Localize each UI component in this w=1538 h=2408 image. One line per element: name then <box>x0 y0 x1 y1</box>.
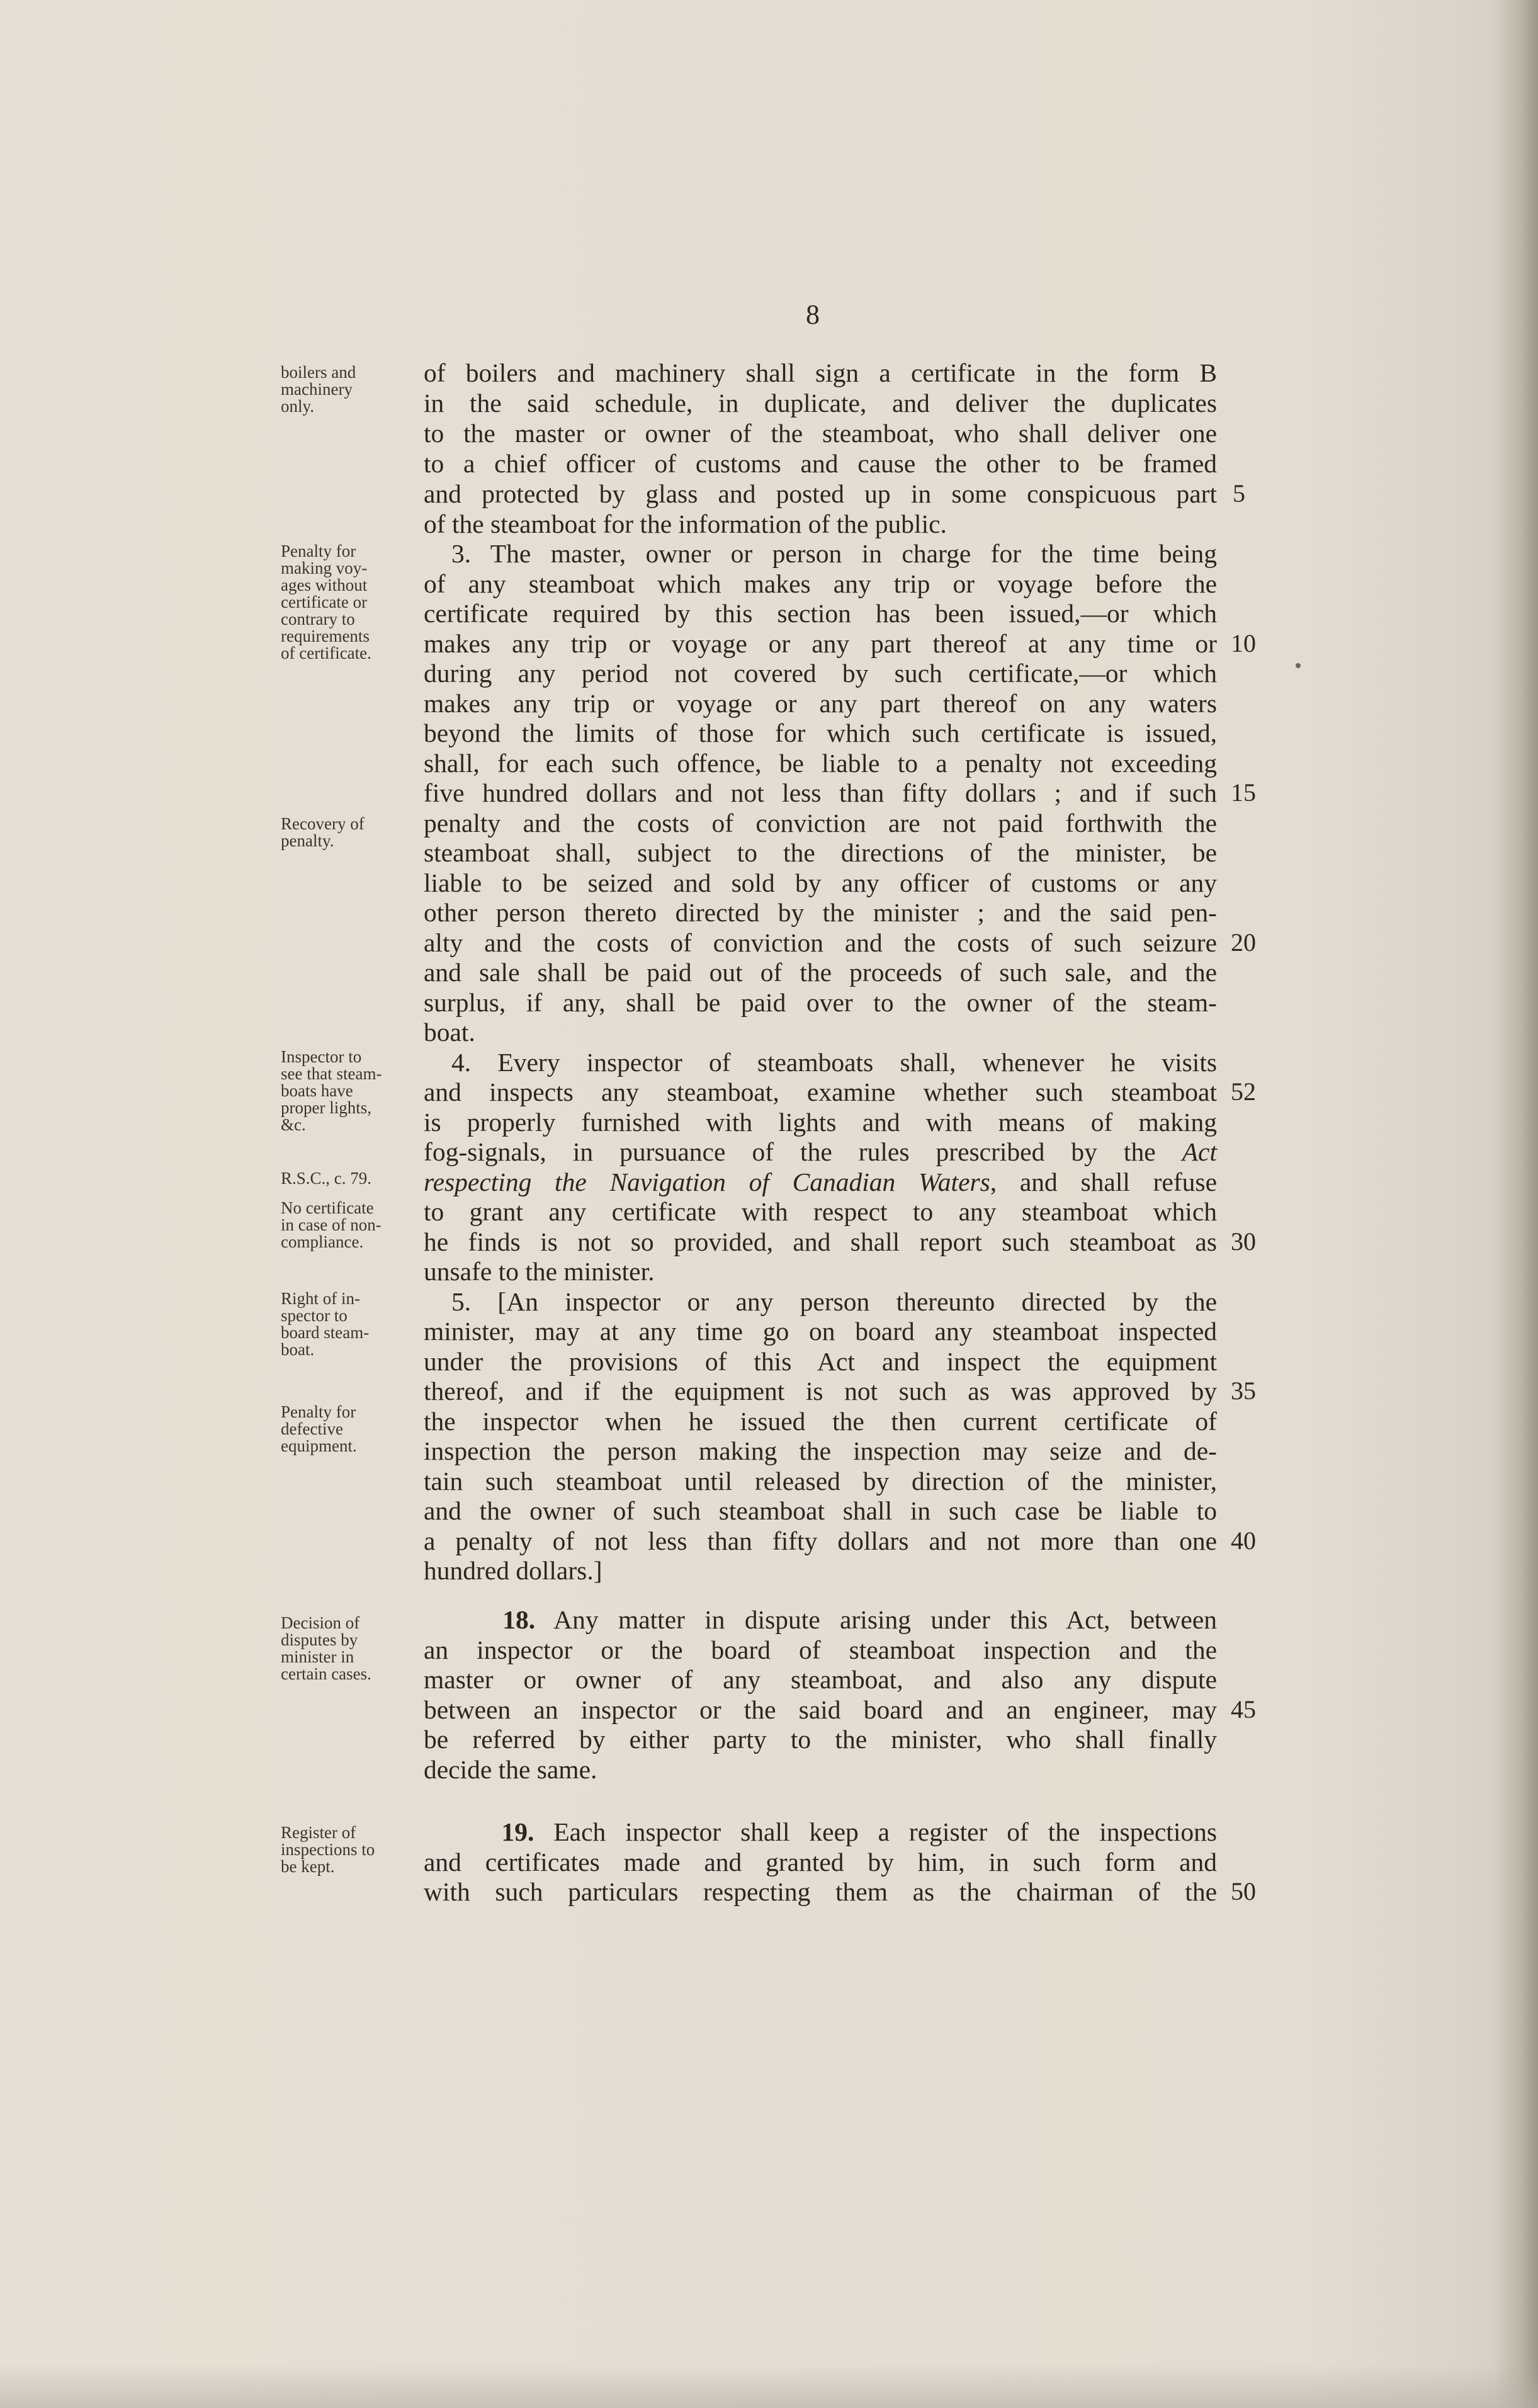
text-line: makes any trip or voyage or any part thereof at any time or <box>424 629 1217 658</box>
text-line: shall, for each such offence, be liable to a penalty not exceeding <box>424 749 1217 778</box>
text-line: the inspector when he issued the then current certificate of <box>424 1407 1217 1436</box>
text-line: and inspects any steamboat, examine whether such steamboat <box>424 1077 1217 1106</box>
margin-note: No certificate in case of non- compliance. <box>281 1198 382 1251</box>
page-shadow-edge <box>1494 0 1538 2408</box>
line-number: 5 <box>1233 479 1245 508</box>
text-line: unsafe to the minister. <box>424 1257 655 1286</box>
text-line: and certificates made and granted by him, in such form and <box>424 1848 1217 1877</box>
text-line: and protected by glass and posted up in some conspicuous part <box>424 479 1217 508</box>
text-line: thereof, and if the equipment is not such as was approved by <box>424 1377 1217 1406</box>
text-line: and sale shall be paid out of the proceeds of such sale, and the <box>424 958 1217 987</box>
text-line: decide the same. <box>424 1755 597 1784</box>
line-number: 52 <box>1231 1077 1256 1106</box>
text-line: 4. Every inspector of steamboats shall, whenever he visits <box>451 1048 1217 1077</box>
line-number: 35 <box>1231 1377 1256 1405</box>
text-line: of any steamboat which makes any trip or voyage before the <box>424 569 1217 598</box>
margin-note: Penalty for defective equipment. <box>281 1402 357 1455</box>
margin-note: Decision of disputes by minister in certain cases. <box>281 1613 371 1683</box>
line-number: 15 <box>1231 778 1256 807</box>
text-line: 5. [An inspector or any person thereunto directed by the <box>451 1287 1217 1316</box>
text-line: of the steamboat for the information of the public. <box>424 509 947 538</box>
text-line: of boilers and machinery shall sign a certificate in the form B <box>424 358 1217 387</box>
text-line: steamboat shall, subject to the directions of the minister, be <box>424 838 1217 867</box>
text-line: a penalty of not less than fifty dollars and not more than one <box>424 1526 1217 1555</box>
margin-note: Register of inspections to be kept. <box>281 1823 375 1876</box>
text-line: to a chief officer of customs and cause the other to be framed <box>424 449 1217 478</box>
text-line: fog-signals, in pursuance of the rules prescribed by the Act <box>424 1137 1217 1166</box>
line-number: 10 <box>1231 629 1256 657</box>
margin-note: Recovery of penalty. <box>281 814 365 850</box>
text-line: 3. The master, owner or person in charge for the time being <box>451 539 1217 568</box>
text-line: beyond the limits of those for which such certificate is issued, <box>424 718 1217 747</box>
margin-note: R.S.C., c. 79. <box>281 1169 372 1188</box>
text-line: minister, may at any time go on board any steamboat inspected <box>424 1317 1217 1346</box>
page-bottom-edge <box>0 2364 1538 2408</box>
text-line: inspection the person making the inspection may seize and de- <box>424 1436 1217 1465</box>
text-line: alty and the costs of conviction and the costs of such seizure <box>424 928 1217 957</box>
ink-speck <box>1296 663 1301 668</box>
margin-note: Inspector to see that steam- boats have proper lights, &c. <box>281 1047 382 1134</box>
margin-note: boilers and machinery only. <box>281 363 356 416</box>
text-line: an inspector or the board of steamboat inspection and the <box>424 1635 1217 1664</box>
text-line: with such particulars respecting them as the chairman of the <box>424 1877 1217 1906</box>
text-line: is properly furnished with lights and with means of making <box>424 1108 1217 1137</box>
text-line: be referred by either party to the minister, who shall finally <box>424 1725 1217 1754</box>
margin-note: Right of in- spector to board steam- boat. <box>281 1289 370 1359</box>
text-line: between an inspector or the said board and an engineer, may <box>424 1695 1217 1724</box>
line-number: 40 <box>1231 1526 1256 1555</box>
text-line: to the master or owner of the steamboat, who shall deliver one <box>424 419 1217 448</box>
text-line: liable to be seized and sold by any officer of customs or any <box>424 868 1217 897</box>
text-line: in the said schedule, in duplicate, and deliver the duplicates <box>424 389 1217 417</box>
text-line: under the provisions of this Act and inspect the equipment <box>424 1347 1217 1376</box>
text-line: and the owner of such steamboat shall in such case be liable to <box>424 1496 1217 1525</box>
text-line: surplus, if any, shall be paid over to the owner of the steam- <box>424 988 1217 1017</box>
text-line: 18. Any matter in dispute arising under this Act, between <box>502 1605 1217 1634</box>
text-line: five hundred dollars and not less than fifty dollars ; and if such <box>424 778 1217 807</box>
line-number: 30 <box>1231 1227 1256 1256</box>
text-line: hundred dollars.] <box>424 1556 602 1585</box>
margin-note: Penalty for making voy- ages without certificate or contrary to requirements of certificate. <box>281 542 371 662</box>
text-line: tain such steamboat until released by direction of the minister, <box>424 1467 1217 1496</box>
text-line: he finds is not so provided, and shall report such steamboat as <box>424 1227 1217 1256</box>
text-line: master or owner of any steamboat, and also any dispute <box>424 1665 1217 1694</box>
text-line: during any period not covered by such certificate,—or which <box>424 659 1217 688</box>
text-line: boat. <box>424 1018 475 1047</box>
text-line: makes any trip or voyage or any part thereof on any waters <box>424 689 1217 718</box>
text-line: penalty and the costs of conviction are not paid forthwith the <box>424 809 1217 838</box>
line-number: 20 <box>1231 928 1256 957</box>
text-line: certificate required by this section has been issued,—or which <box>424 599 1217 628</box>
text-line: other person thereto directed by the minister ; and the said pen- <box>424 898 1217 927</box>
line-number: 50 <box>1231 1877 1256 1905</box>
text-line: to grant any certificate with respect to any steamboat which <box>424 1197 1217 1226</box>
page-number: 8 <box>806 299 820 330</box>
line-number: 45 <box>1231 1695 1256 1724</box>
text-line: respecting the Navigation of Canadian Waters, and shall refuse <box>424 1167 1217 1196</box>
text-line: 19. Each inspector shall keep a register of the inspections <box>501 1817 1218 1846</box>
